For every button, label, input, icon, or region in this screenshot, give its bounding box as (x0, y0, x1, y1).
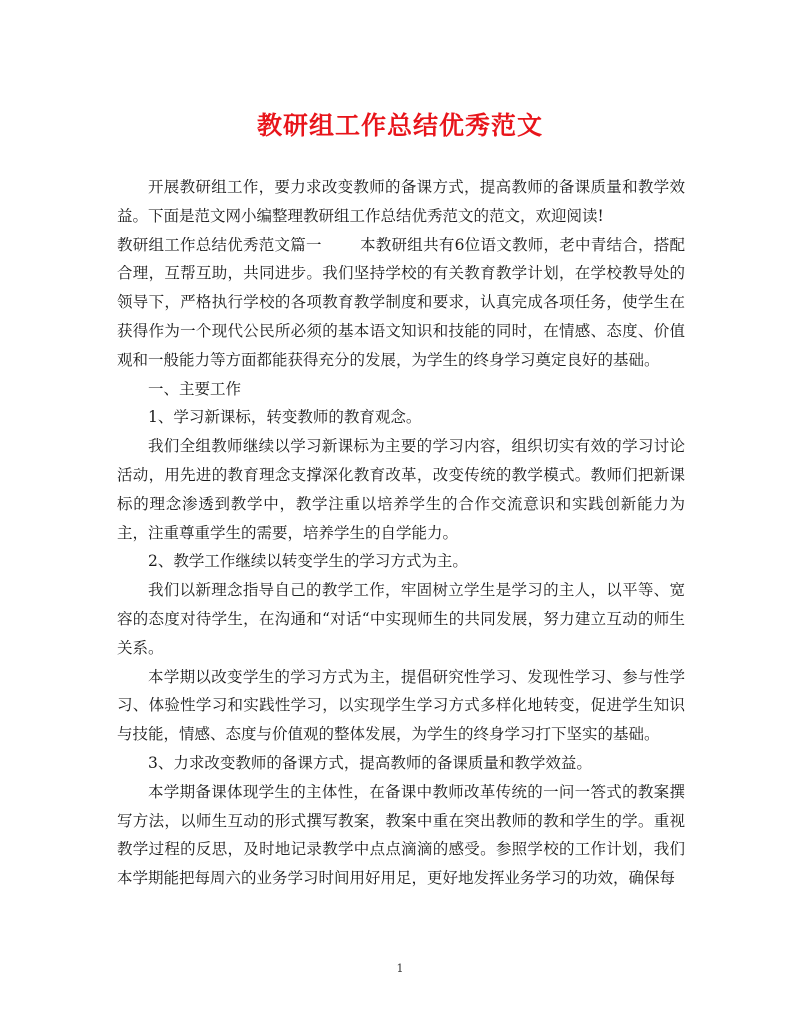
heading-item-2: 2、教学工作继续以转变学生的学习方式为主。 (148, 552, 468, 571)
page-number: 1 (396, 962, 404, 975)
paragraph-team: 本教研组共有6位语文教师，老中青结合，搭配合理，互帮互助，共同进步。我们坚持学校的有关教育教学计划，在学校教导处的领导下，严格执行学校的各项教育教学制度和要求，认真完成各项任务，使学生在获得作为一个现代公民所必须的基本语文知识和技能的同时，在情感、态度、价值观和一般能力等方面都能获得充分的发展，为学生的终身学习奠定良好的基础。 (117, 235, 685, 369)
paragraph-section-one (117, 231, 685, 375)
paragraph-item-2b: 本学期以改变学生的学习方式为主，提倡研究性学习、发现性学习、参与性学习、体验性学习和实践性学习，以实现学生学习方式多样化地转变，促进学生知识与技能，情感、态度与价值观的整体发展，为学生的终身学习打下坚实的基础。 (117, 667, 685, 744)
paragraph-item-3: 本学期备课体现学生的主体性，在备课中教师改革传统的一问一答式的教案撰写方法，以师生互动的形式撰写教案，教案中重在突出教师的教和学生的学。重视教学过程的反思，及时地记录教学中点点滴滴的感受。参照学校的工作计划，我们本学期能把每周六的业务学习时间用好用足，更好地发挥业务学习的功效，确保每 (117, 782, 685, 888)
paragraph-intro: 开展教研组工作，要力求改变教师的备课方式，提高教师的备课质量和教学效益。下面是范文网小编整理教研组工作总结优秀范文的范文，欢迎阅读! (117, 178, 685, 225)
paragraph-item-1: 我们全组教师继续以学习新课标为主要的学习内容，组织切实有效的学习讨论活动，用先进的教育理念支撑深化教育改革，改变传统的教学模式。教师们把新课标的理念渗透到教学中，教学注重以培养学生的合作交流意识和实践创新能力为主，注重尊重学生的需要，培养学生的自学能力。 (117, 437, 685, 542)
document-title: 教研组工作总结优秀范文 (256, 111, 543, 140)
document-body (117, 173, 685, 893)
paragraph-item-2a: 我们以新理念指导自己的教学工作，牢固树立学生是学习的主人，以平等、宽容的态度对待学生，在沟通和“对话“中实现师生的共同发展，努力建立互动的师生关系。 (117, 581, 685, 657)
section-label: 教研组工作总结优秀范文篇一 (117, 235, 322, 254)
heading-item-1: 1、学习新课标，转变教师的教育观念。 (148, 408, 422, 427)
heading-item-3: 3、力求改变教师的备课方式，提高教师的备课质量和教学效益。 (148, 753, 592, 772)
heading-main-work: 一、主要工作 (148, 379, 242, 398)
